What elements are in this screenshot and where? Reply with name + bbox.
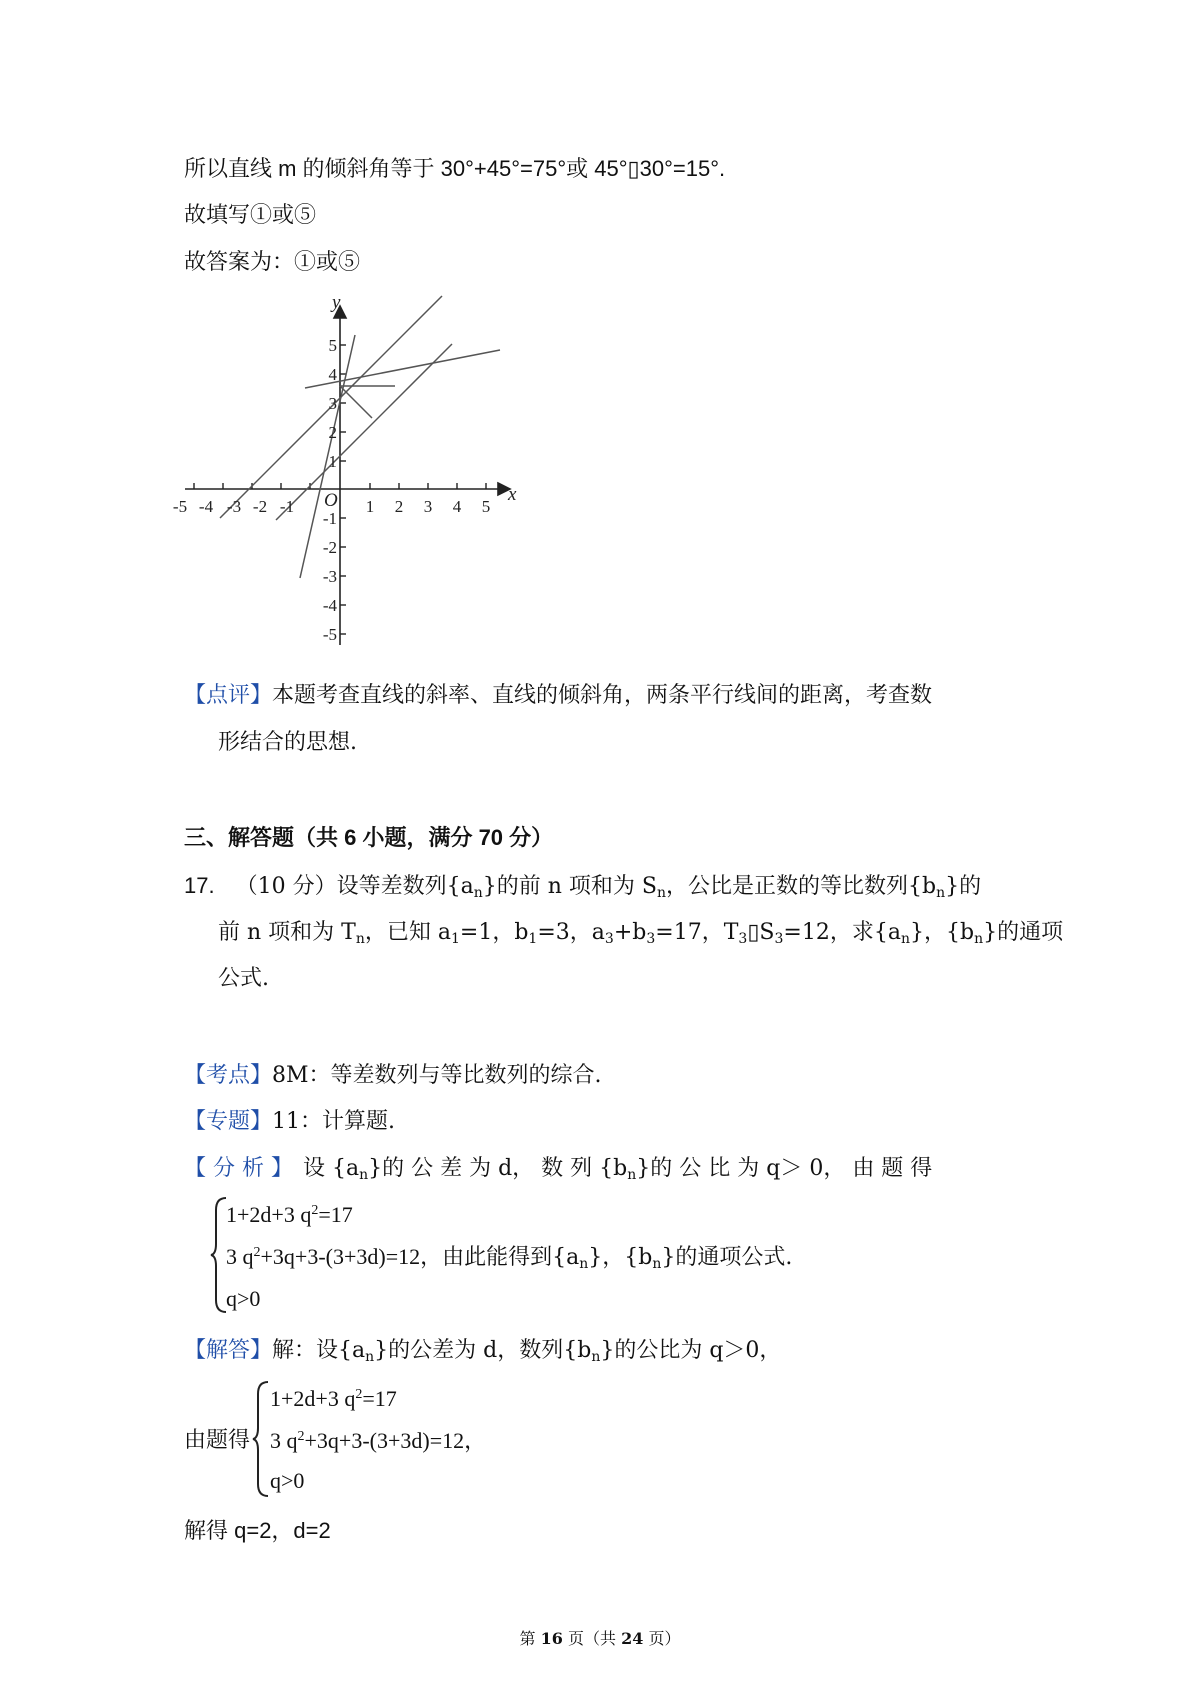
fenxi-equation-2: 3 $q^2+3q+3-(3+3d)=12$，由此能得到$\{a_n\}$，$\{b_n\}$的通项公式.: [226, 1244, 793, 1272]
x-tick-label: -1: [279, 497, 295, 516]
solution-line-fill: 故填写①或⑤: [184, 203, 317, 228]
solution-line-angle: 所以直线 m 的倾斜角等于 30°+45°=75°或 45°▯30°=15°.: [184, 156, 726, 181]
x-tick-label: 1: [365, 497, 375, 516]
y-tick-label: 4: [328, 365, 337, 384]
jieda-equation-2: 3 $q^2+3q+3-(3+3d)=12$，: [270, 1428, 487, 1453]
perpendicular-segment: [340, 386, 372, 418]
page-number: 16: [540, 1629, 563, 1648]
kaodian-line: [184, 1061, 602, 1091]
question-17-line-2: 前 n 项和为 $T_n$，已知 $a_1=1$，$b_1=3$，$a_3+b_3=17$，$T_3▯S_3=12$，求$\{a_n\}$，$\{b_n\}$的通项: [218, 920, 1064, 947]
review-tag: 【点评】: [184, 683, 273, 708]
jieda-equation-3: q>0: [270, 1468, 305, 1493]
y-axis-label: y: [332, 292, 341, 313]
jieda-tag: 【解答】: [184, 1338, 273, 1363]
question-17-line-3: 公式.: [218, 966, 269, 991]
x-tick-label: 4: [452, 497, 462, 516]
x-tick-label: 3: [423, 497, 433, 516]
zhuanti-line: [184, 1107, 395, 1137]
jieda-line: 【解答】解：设$\{a_n\}$的公差为 d，数列$\{b_n\}$的公比为 q＞0，: [184, 1338, 782, 1365]
origin-label: O: [324, 490, 338, 511]
fenxi-line: 【 分 析 】 设 $\{a_n\}$的 公 差 为 d， 数 列 $\{b_n\}$的 公 比 为 q＞ 0， 由 题 得: [184, 1156, 933, 1183]
fenxi-tag: 【 分 析 】: [184, 1156, 293, 1181]
y-tick-label: 2: [328, 423, 337, 442]
y-tick-label: -3: [322, 567, 337, 586]
page-footer: 第 16 页（共 24 页）: [519, 1629, 681, 1648]
x-tick-label: -3: [226, 497, 242, 516]
x-tick-label: -5: [172, 497, 188, 516]
x-axis-label: x: [508, 484, 517, 505]
jieda-brace: [252, 1380, 272, 1498]
review-text: 本题考查直线的斜率、直线的倾斜角，两条平行线间的距离，考查数: [272, 683, 933, 708]
y-tick-label: -5: [322, 625, 337, 644]
coordinate-graph: [172, 292, 520, 660]
x-tick-label: 2: [394, 497, 404, 516]
question-number: 17.: [184, 873, 215, 898]
jieda-equation-1: 1+2d+3 $q^2=17$: [270, 1386, 397, 1411]
y-tick-label: -4: [322, 596, 337, 615]
review-line-1: [184, 681, 932, 711]
zhuanti-tag: 【专题】: [184, 1109, 273, 1134]
kaodian-text: 8M：等差数列与等比数列的综合.: [272, 1063, 602, 1088]
x-tick-label: -2: [252, 497, 268, 516]
page-total: 24: [621, 1629, 644, 1648]
y-tick-label: 5: [328, 336, 337, 355]
jieda-result: 解得 q=2，d=2: [184, 1518, 331, 1543]
section-title: 三、解答题（共 6 小题，满分 70 分）: [184, 825, 554, 850]
y-tick-label: -1: [322, 509, 337, 528]
kaodian-tag: 【考点】: [184, 1063, 273, 1088]
line-slope-1-lower: [276, 344, 452, 520]
jieda-prefix: 由题得: [184, 1428, 251, 1453]
review-line-2: 形结合的思想.: [218, 730, 357, 755]
y-tick-label: 3: [328, 394, 337, 413]
x-tick-label: 5: [481, 497, 491, 516]
x-tick-label: -4: [198, 497, 214, 516]
y-tick-label: 1: [328, 452, 337, 471]
solution-line-answer: 故答案为：①或⑤: [184, 250, 361, 275]
fenxi-equation-3: q>0: [226, 1286, 261, 1311]
y-tick-label: -2: [322, 538, 337, 557]
zhuanti-text: 11：计算题.: [272, 1109, 396, 1134]
question-17-line-1: 17. （10 分）设等差数列$\{a_n\}$的前 n 项和为 $S_n$，公比是正数的等比数列$\{b_n\}$的: [184, 873, 982, 901]
question-score: （10 分）: [235, 874, 337, 899]
fenxi-equation-1: 1+2d+3 $q^2=17$: [226, 1202, 353, 1227]
